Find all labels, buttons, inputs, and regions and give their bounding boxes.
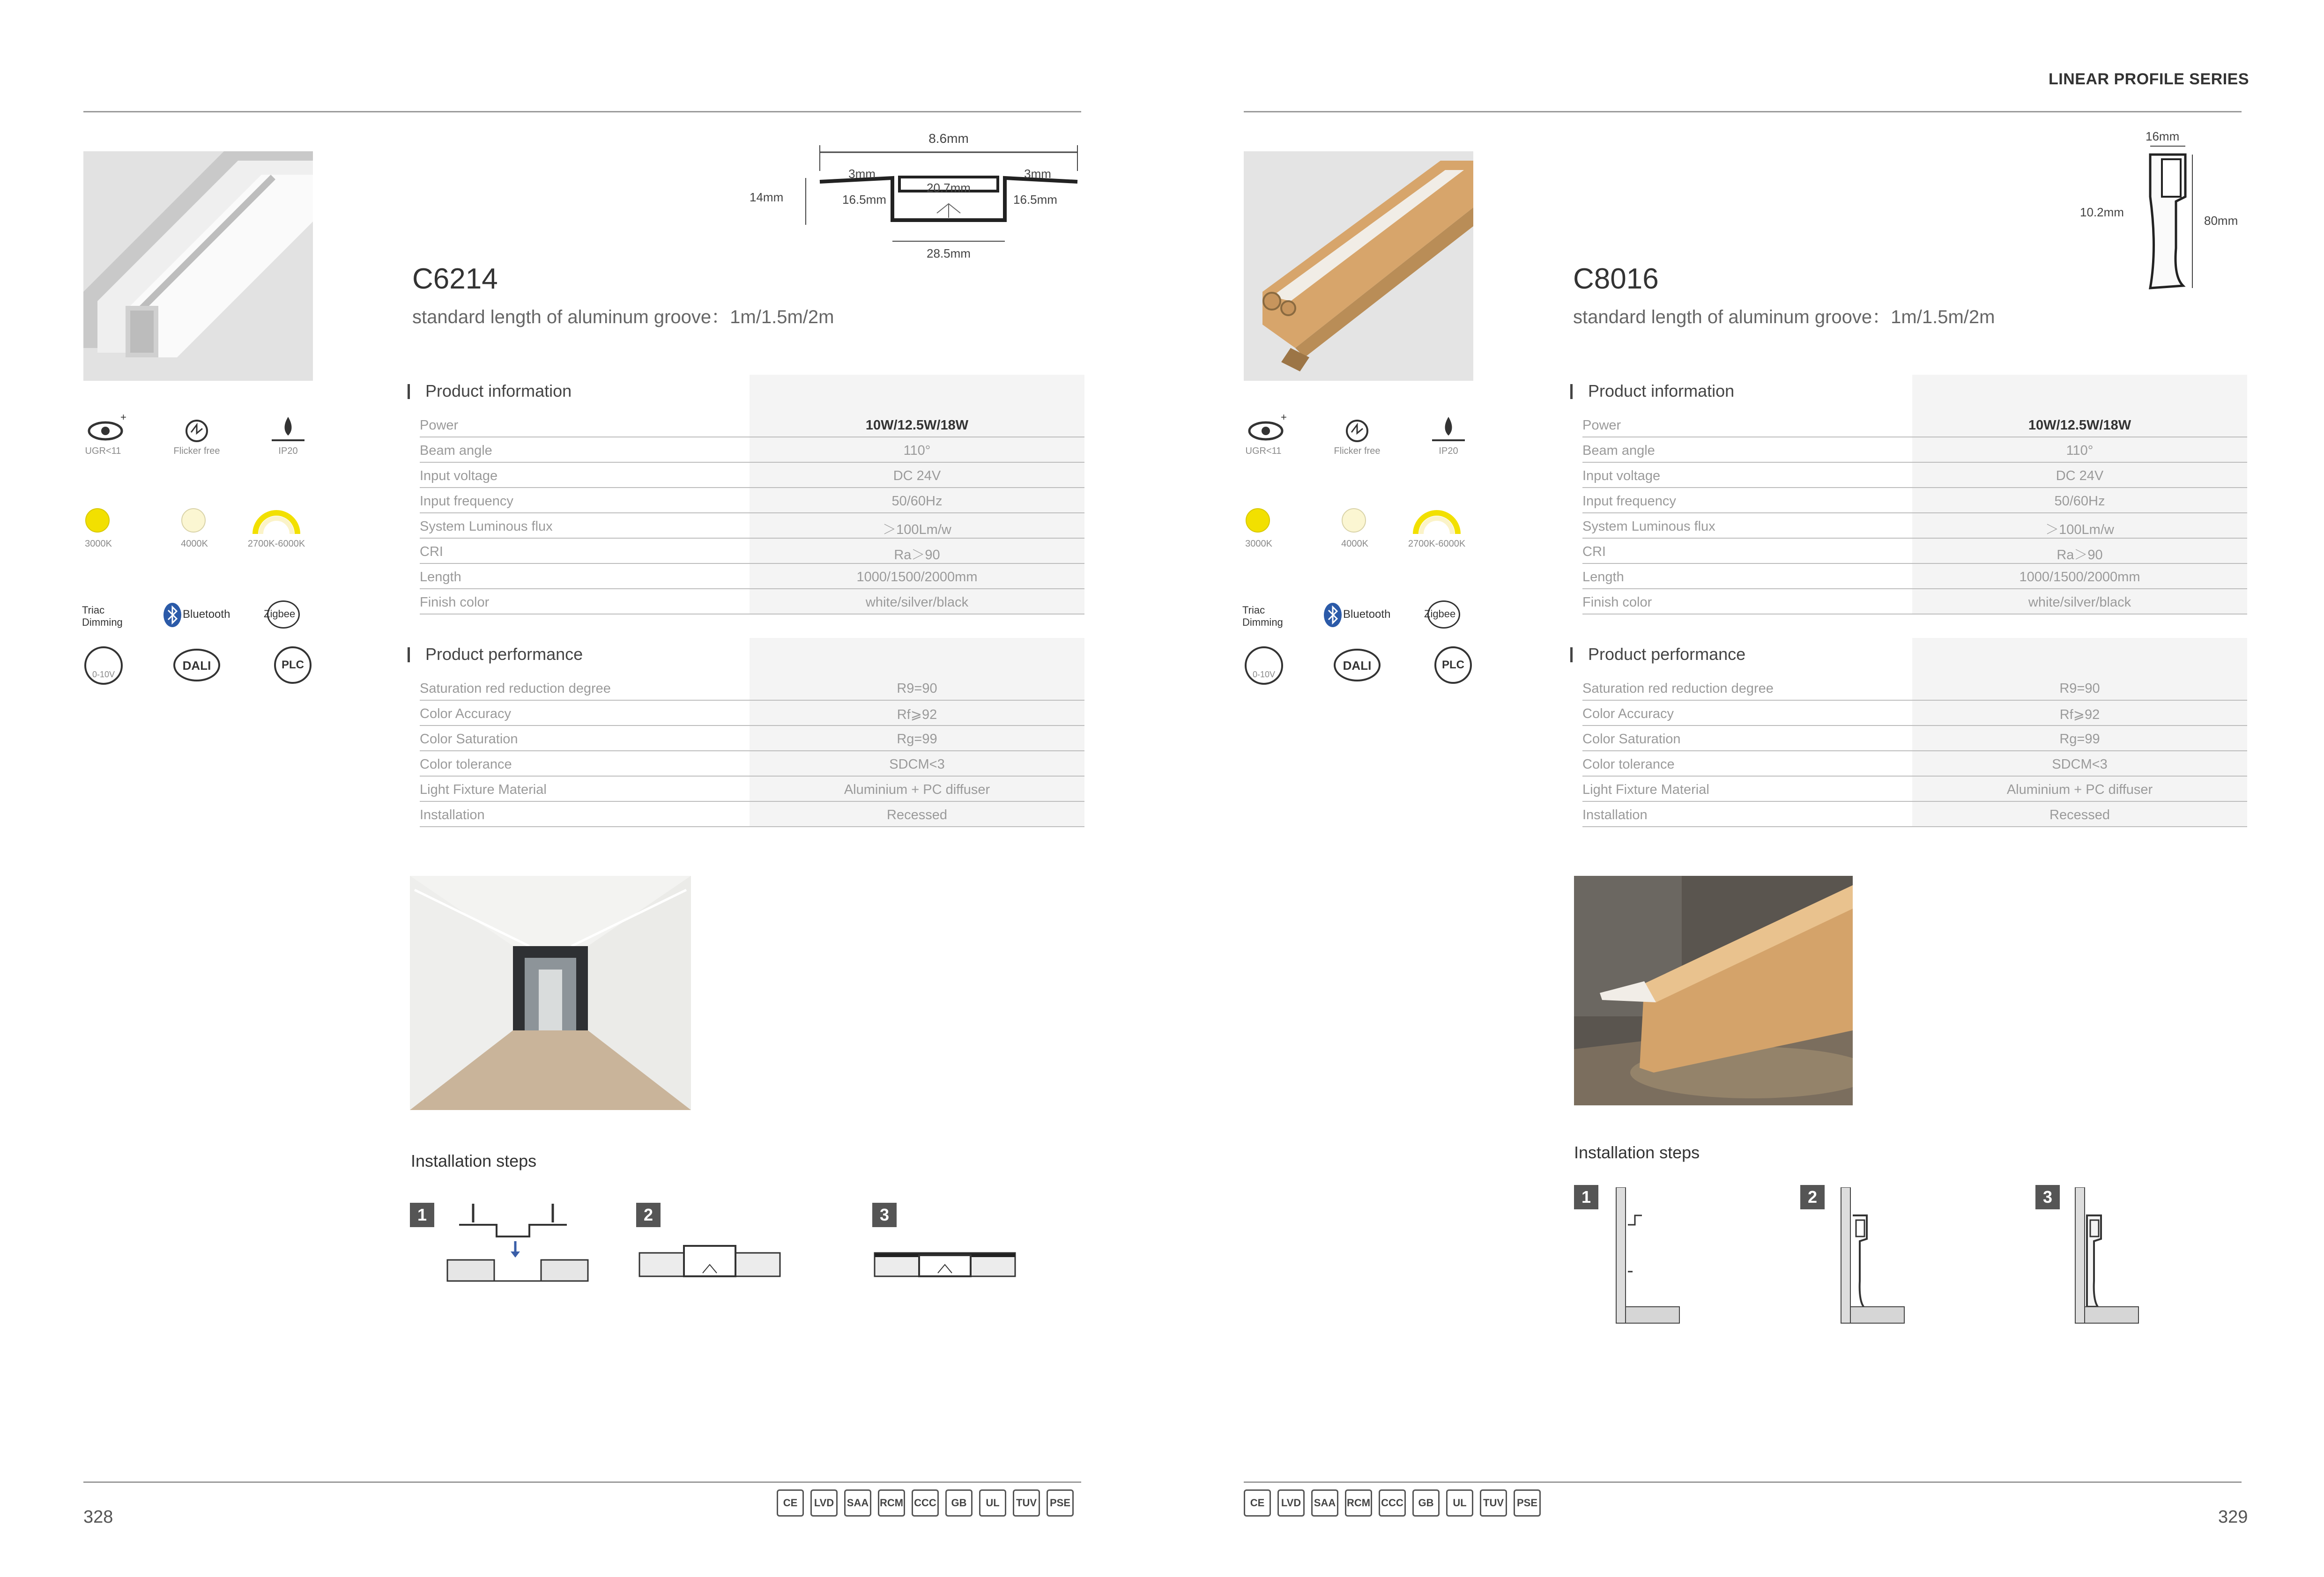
step-number-1: 1 — [1574, 1185, 1598, 1209]
dim-0-10v-label: 0-10V — [1252, 670, 1276, 679]
spec-key: Color tolerance — [1582, 757, 1675, 772]
spec-row — [1582, 488, 2247, 513]
spec-key: Saturation red reduction degree — [1582, 681, 1774, 696]
cct-3000k-icon — [85, 508, 110, 533]
product-performance-table-right — [1570, 638, 2247, 827]
install-step-3-diagram — [872, 1236, 1017, 1283]
flicker-label: Flicker free — [1334, 446, 1381, 456]
spec-value: Rg=99 — [2059, 732, 2100, 747]
spec-value: Rf⩾92 — [897, 707, 937, 722]
bluetooth-label: Bluetooth — [183, 608, 230, 621]
spec-key: Beam angle — [420, 443, 492, 458]
spec-row — [420, 701, 1084, 726]
left-bottom-rule — [83, 1481, 1081, 1483]
cct-range-label: 2700K-6000K — [1408, 539, 1466, 549]
installation-steps-title-right: Installation steps — [1574, 1143, 1700, 1162]
certification-mark: TUV — [1013, 1489, 1040, 1517]
spec-value: 10W/12.5W/18W — [2028, 418, 2131, 433]
spec-row — [1582, 751, 2247, 777]
cct-3000k-icon — [1246, 508, 1270, 533]
step-number-3: 3 — [872, 1203, 897, 1227]
spec-row — [1582, 564, 2247, 589]
spec-value: white/silver/black — [865, 595, 969, 610]
spec-key: System Luminous flux — [1582, 519, 1715, 534]
svg-text:+: + — [120, 412, 126, 423]
feature-icons-left — [82, 412, 316, 693]
install-step-1-diagram — [445, 1199, 590, 1283]
spec-value: Rg=99 — [897, 732, 937, 747]
page-number-left: 328 — [83, 1507, 113, 1527]
spec-key: Light Fixture Material — [420, 782, 547, 797]
zigbee-label: Zigbee — [1424, 608, 1456, 620]
spec-key: Input frequency — [1582, 494, 1676, 509]
certification-mark: LVD — [1277, 1489, 1305, 1517]
product-info-title: Product information — [1588, 381, 1735, 400]
product-photo-c8016 — [1244, 151, 1473, 381]
spec-value: SDCM<3 — [889, 757, 945, 772]
product-photo-c6214 — [83, 151, 313, 381]
certification-mark: UL — [979, 1489, 1006, 1517]
ip-label: IP20 — [1439, 446, 1458, 456]
cct-range-icon — [1411, 506, 1463, 536]
spec-value: Ra＞90 — [894, 548, 940, 563]
spec-value: DC 24V — [893, 468, 941, 483]
ip-label: IP20 — [278, 446, 298, 456]
spec-row — [420, 539, 1084, 564]
cct-3000k-label: 3000K — [85, 539, 112, 549]
spec-value: Recessed — [2049, 807, 2110, 822]
flicker-label: Flicker free — [173, 446, 220, 456]
step-number-1: 1 — [410, 1203, 434, 1227]
svg-text:10.2mm: 10.2mm — [2080, 205, 2124, 219]
cct-3000k-label: 3000K — [1245, 539, 1272, 549]
spec-row — [420, 437, 1084, 463]
spec-value: 110° — [2066, 443, 2094, 458]
spec-row — [1582, 726, 2247, 751]
spec-value: ＞100Lm/w — [2045, 522, 2114, 537]
spec-value: R9=90 — [897, 681, 937, 696]
triac-label: Triac Dimming — [1242, 604, 1283, 628]
model-name-c8016: C8016 — [1573, 263, 1659, 295]
cct-range-label: 2700K-6000K — [247, 539, 305, 549]
certification-mark: LVD — [810, 1489, 838, 1517]
triac-label: Triac Dimming — [82, 604, 123, 628]
spec-value: R9=90 — [2059, 681, 2100, 696]
zigbee-label: Zigbee — [264, 608, 296, 620]
spec-key: Input frequency — [420, 494, 513, 509]
svg-text:20.7mm: 20.7mm — [927, 181, 971, 195]
model-name-c6214: C6214 — [412, 263, 498, 295]
spec-key: Finish color — [1582, 595, 1652, 610]
dali-label: DALI — [182, 659, 211, 673]
spec-value: DC 24V — [2056, 468, 2104, 483]
spec-value: SDCM<3 — [2052, 757, 2108, 772]
ip-rating-icon — [269, 415, 307, 445]
spec-value: Aluminium + PC diffuser — [844, 782, 990, 797]
certification-marks-left — [777, 1489, 1074, 1522]
certification-mark: GB — [1412, 1489, 1440, 1517]
spec-key: Input voltage — [1582, 468, 1661, 483]
spec-key: Power — [420, 418, 459, 433]
spec-key: Color Saturation — [420, 732, 518, 747]
application-photo-skirting — [1574, 876, 1853, 1105]
certification-mark: PSE — [1047, 1489, 1074, 1517]
certification-mark: GB — [945, 1489, 973, 1517]
svg-text:3mm: 3mm — [848, 167, 876, 181]
cct-4000k-icon — [181, 508, 206, 533]
model-subtitle-c8016: standard length of aluminum groove：1m/1.5m/2m — [1573, 307, 1995, 327]
spec-row — [1582, 463, 2247, 488]
spec-row — [420, 589, 1084, 615]
page-number-right: 329 — [2218, 1507, 2248, 1527]
certification-mark: RCM — [1345, 1489, 1372, 1517]
eye-ugr-icon — [1247, 412, 1289, 445]
svg-text:16mm: 16mm — [2146, 129, 2180, 143]
certification-mark: RCM — [878, 1489, 905, 1517]
spec-row — [420, 564, 1084, 589]
cct-4000k-icon — [1342, 508, 1366, 533]
spec-row — [1582, 412, 2247, 437]
dali-label: DALI — [1343, 659, 1372, 673]
spec-key: Installation — [420, 807, 485, 822]
left-top-rule — [83, 111, 1081, 112]
spec-value: 50/60Hz — [2054, 494, 2105, 509]
certification-mark: SAA — [1311, 1489, 1338, 1517]
spec-row — [1582, 777, 2247, 802]
spec-key: Length — [1582, 570, 1624, 585]
spec-key: Color Accuracy — [1582, 706, 1674, 721]
spec-value: 50/60Hz — [891, 494, 943, 509]
spec-key: Color Accuracy — [420, 706, 512, 721]
cct-4000k-label: 4000K — [181, 539, 208, 549]
certification-marks-right — [1244, 1489, 1541, 1522]
install-step-2-diagram — [1832, 1187, 1907, 1328]
product-info-table-right — [1570, 375, 2247, 615]
cct-range-icon — [251, 506, 302, 536]
certification-mark: UL — [1446, 1489, 1473, 1517]
spec-key: CRI — [420, 544, 443, 559]
spec-value: white/silver/black — [2028, 595, 2131, 610]
spec-row — [1582, 513, 2247, 539]
spec-row — [420, 777, 1084, 802]
spec-value: Aluminium + PC diffuser — [2006, 782, 2153, 797]
svg-text:28.5mm: 28.5mm — [927, 246, 971, 260]
cct-4000k-label: 4000K — [1341, 539, 1368, 549]
eye-ugr-icon — [87, 412, 129, 445]
step-number-2: 2 — [1800, 1185, 1825, 1209]
spec-value: 1000/1500/2000mm — [856, 570, 978, 585]
svg-text:+: + — [1281, 412, 1287, 423]
product-performance-table-left — [408, 638, 1084, 827]
ip-rating-icon — [1430, 415, 1467, 445]
certification-mark: CE — [1244, 1489, 1271, 1517]
spec-key: Beam angle — [1582, 443, 1655, 458]
dimension-drawing-c8016 — [2080, 126, 2249, 300]
dimension-drawing-c6214 — [750, 126, 1091, 267]
svg-text:16.5mm: 16.5mm — [842, 192, 886, 207]
spec-row — [420, 802, 1084, 827]
spec-key: Finish color — [420, 595, 490, 610]
ugr-label: UGR<11 — [1245, 446, 1282, 456]
svg-text:8.6mm: 8.6mm — [928, 131, 969, 146]
spec-value: ＞100Lm/w — [883, 522, 951, 537]
spec-row — [1582, 675, 2247, 701]
step-number-2: 2 — [636, 1203, 661, 1227]
spec-key: Length — [420, 570, 461, 585]
plc-label: PLC — [1442, 659, 1464, 671]
spec-row — [1582, 802, 2247, 827]
spec-row — [420, 675, 1084, 701]
spec-key: Installation — [1582, 807, 1648, 822]
certification-mark: TUV — [1480, 1489, 1507, 1517]
plc-label: PLC — [282, 659, 304, 671]
install-step-3-diagram — [2066, 1187, 2141, 1328]
certification-mark: CCC — [912, 1489, 939, 1517]
svg-text:16.5mm: 16.5mm — [1013, 192, 1057, 207]
spec-row — [420, 488, 1084, 513]
spec-row — [420, 513, 1084, 539]
bluetooth-icon — [1323, 602, 1343, 628]
install-step-2-diagram — [637, 1236, 782, 1283]
certification-mark: SAA — [844, 1489, 871, 1517]
certification-mark: CCC — [1379, 1489, 1406, 1517]
spec-key: Power — [1582, 418, 1621, 433]
spec-value: 10W/12.5W/18W — [865, 418, 969, 433]
svg-text:80mm: 80mm — [2204, 214, 2238, 228]
spec-row — [420, 412, 1084, 437]
spec-key: Color tolerance — [420, 757, 512, 772]
feature-icons-right — [1242, 412, 1477, 693]
bluetooth-label: Bluetooth — [1343, 608, 1391, 621]
spec-value: 1000/1500/2000mm — [2019, 570, 2140, 585]
spec-key: Saturation red reduction degree — [420, 681, 611, 696]
spec-row — [1582, 701, 2247, 726]
spec-row — [420, 751, 1084, 777]
svg-text:14mm: 14mm — [750, 190, 784, 204]
product-performance-title: Product performance — [425, 644, 583, 664]
right-top-rule — [1244, 111, 2242, 112]
spec-key: Color Saturation — [1582, 732, 1681, 747]
spec-value: 110° — [903, 443, 931, 458]
dim-0-10v-label: 0-10V — [92, 670, 115, 679]
bluetooth-icon — [163, 602, 182, 628]
spec-row — [420, 726, 1084, 751]
spec-value: Rf⩾92 — [2059, 707, 2100, 722]
spec-value: Ra＞90 — [2057, 548, 2103, 563]
spec-key: System Luminous flux — [420, 519, 553, 534]
spec-row — [420, 463, 1084, 488]
ugr-label: UGR<11 — [85, 446, 121, 456]
product-performance-title: Product performance — [1588, 644, 1746, 664]
product-info-table-left — [408, 375, 1084, 615]
flicker-free-icon — [183, 419, 211, 445]
spec-key: CRI — [1582, 544, 1606, 559]
spec-row — [1582, 589, 2247, 615]
flicker-free-icon — [1343, 419, 1371, 445]
model-subtitle-c6214: standard length of aluminum groove：1m/1.5m/2m — [412, 307, 834, 327]
certification-mark: PSE — [1514, 1489, 1541, 1517]
series-title: LINEAR PROFILE SERIES — [2049, 70, 2249, 88]
spec-row — [1582, 539, 2247, 564]
product-info-title: Product information — [425, 381, 572, 400]
right-bottom-rule — [1244, 1481, 2242, 1483]
spec-key: Input voltage — [420, 468, 498, 483]
svg-text:3mm: 3mm — [1024, 167, 1051, 181]
certification-mark: CE — [777, 1489, 804, 1517]
spec-value: Recessed — [887, 807, 947, 822]
step-number-3: 3 — [2035, 1185, 2060, 1209]
install-step-1-diagram — [1607, 1187, 1682, 1328]
application-photo-corridor — [410, 876, 691, 1110]
installation-steps-title-left: Installation steps — [411, 1151, 537, 1170]
spec-key: Light Fixture Material — [1582, 782, 1709, 797]
spec-row — [1582, 437, 2247, 463]
